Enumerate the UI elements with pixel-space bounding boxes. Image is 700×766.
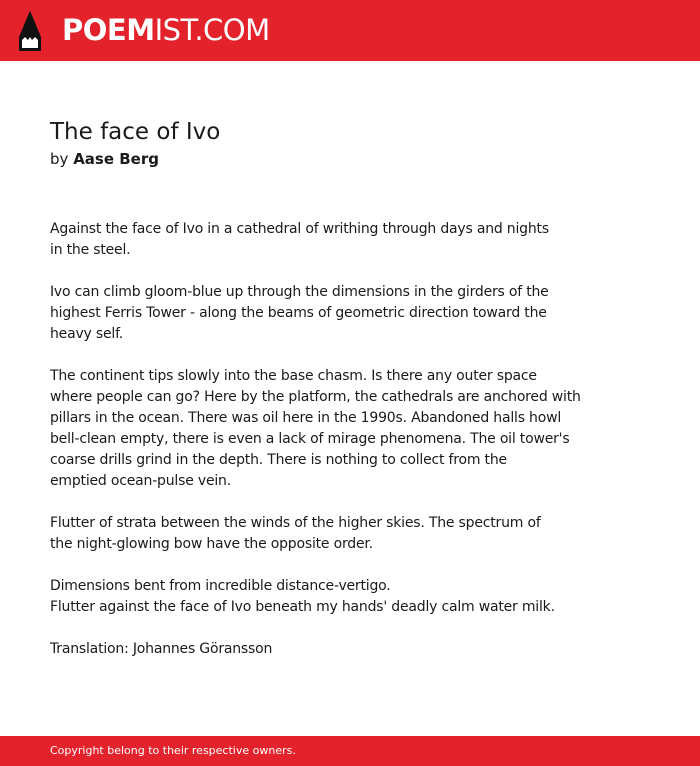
poem-line: Translation: Johannes Göransson — [50, 641, 273, 657]
poem-line: heavy self. — [50, 326, 124, 342]
poem-title: The face of Ivo — [50, 119, 221, 145]
logo-brand-bold: POEM — [62, 13, 155, 47]
poem-byline — [50, 149, 159, 169]
poem-line: the night-glowing bow have the opposite order. — [50, 536, 373, 552]
poem-line: Dimensions bent from incredible distance-vertigo. — [50, 578, 391, 594]
poem-line: in the steel. — [50, 242, 131, 258]
poem-line: bell-clean empty, there is even a lack of mirage phenomena. The oil tower's — [50, 431, 570, 447]
poem-line: The continent tips slowly into the base chasm. Is there any outer space — [50, 368, 537, 384]
poem-stanza — [50, 576, 650, 618]
logo-brand-light: IST.COM — [154, 13, 270, 47]
poem-line: highest Ferris Tower - along the beams of geometric direction toward the — [50, 305, 547, 321]
poem-stanza — [50, 219, 650, 261]
poem-line: Flutter against the face of Ivo beneath my hands' deadly calm water milk. — [50, 599, 555, 615]
site-logo[interactable] — [62, 12, 270, 48]
poem-line: pillars in the ocean. There was oil here in the 1990s. Abandoned halls howl — [50, 410, 562, 426]
poem-line: Against the face of Ivo in a cathedral of writhing through days and nights — [50, 221, 549, 237]
poem-line: where people can go? Here by the platform, the cathedrals are anchored with — [50, 389, 581, 405]
poem-line: emptied ocean-pulse vein. — [50, 473, 231, 489]
poem-stanza — [50, 282, 650, 345]
poem-author: Aase Berg — [73, 150, 159, 168]
poem-stanza — [50, 639, 650, 660]
header-bar — [0, 0, 700, 61]
poem-line: Flutter of strata between the winds of the higher skies. The spectrum of — [50, 515, 541, 531]
poem-stanza — [50, 366, 650, 492]
copyright-notice: Copyright belong to their respective owners. — [50, 744, 296, 757]
footer-bar — [0, 736, 700, 766]
poem-line: coarse drills grind in the depth. There is nothing to collect from the — [50, 452, 507, 468]
by-label: by — [50, 150, 69, 168]
poem-body — [50, 219, 650, 681]
poem-line: Ivo can climb gloom-blue up through the dimensions in the girders of the — [50, 284, 549, 300]
pencil-tip-icon[interactable] — [17, 10, 43, 52]
poem-stanza — [50, 513, 650, 555]
